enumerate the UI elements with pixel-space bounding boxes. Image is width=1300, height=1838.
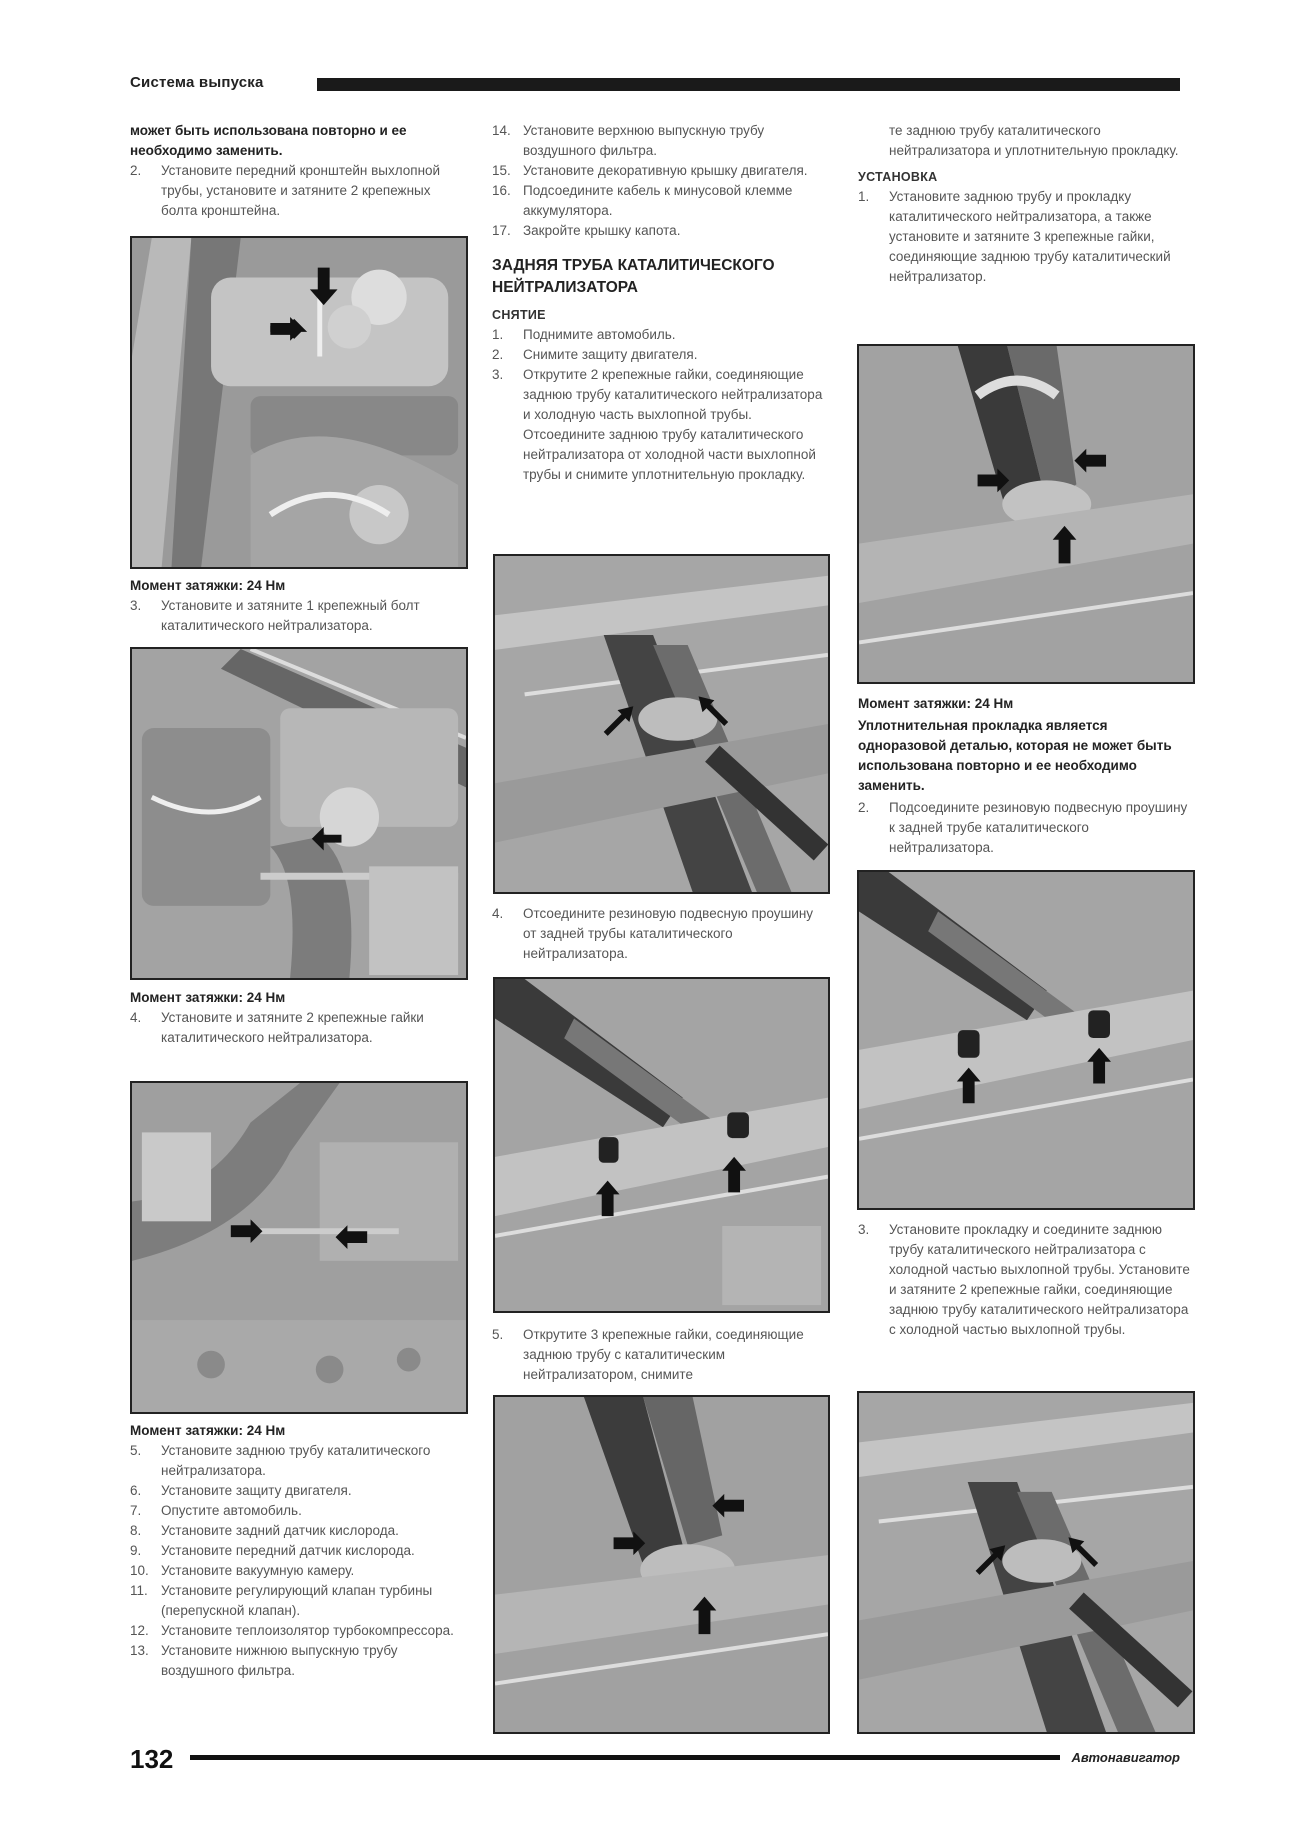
list-item: 14. Установите верхнюю выпускную трубу воздушного фильтра. xyxy=(492,123,765,158)
list-item: 6. Установите защиту двигателя. xyxy=(130,1483,352,1498)
column-1-top xyxy=(130,121,466,221)
figure-rubber-hanger-removal xyxy=(493,977,830,1313)
gasket-warning: Уплотнительная прокладка является одноразовой деталью, которая не может быть использована повторно и ее необходимо заменить. xyxy=(858,718,1172,793)
figure-catalyst-nuts xyxy=(130,1081,468,1414)
list-item: 9. Установите передний датчик кислорода. xyxy=(130,1543,415,1558)
list-item: 5. Установите заднюю трубу каталитического нейтрализатора. xyxy=(130,1443,431,1478)
col3-step-3: 3. Установите прокладку и соедините заднюю трубу каталитического нейтрализатора с холодной частью выхлопной трубы. Установите и затяните 2 крепежные гайки, соединяющие заднюю трубу каталитического нейтрализатора с холодной частью выхлопной трубы. xyxy=(858,1222,1190,1337)
column-3-top xyxy=(858,121,1194,287)
page-number: 132 xyxy=(130,1744,174,1774)
col2-step-4: 4. Отсоедините резиновую подвесную проушину от задней трубы каталитического нейтрализатора. xyxy=(492,906,814,961)
col2-step-5: 5. Открутите 3 крепежные гайки, соединяющие заднюю трубу с каталитическим нейтрализатором, снимите xyxy=(492,1327,804,1382)
figure-bracket-bolts xyxy=(130,236,468,569)
column-3-step-3 xyxy=(858,1220,1194,1340)
list-item: 11. Установите регулирующий клапан турбины (перепускной клапан). xyxy=(130,1583,433,1618)
column-1-torque-2 xyxy=(130,988,466,1048)
install-title: УСТАНОВКА xyxy=(858,170,938,184)
figure-connect-cold-pipe xyxy=(857,1391,1195,1734)
col3-step-2: 2. Подсоедините резиновую подвесную проушину к задней трубе каталитического нейтрализатора. xyxy=(858,800,1188,855)
list-item: 1. Поднимите автомобиль. xyxy=(492,327,676,342)
list-item: 15. Установите декоративную крышку двигателя. xyxy=(492,163,808,178)
list-item: 3. Открутите 2 крепежные гайки, соединяющие заднюю трубу каталитического нейтрализатора и холодную часть выхлопной трубы. Отсоедините заднюю трубу каталитического нейтрализатора от холодной части выхлопной трубы и снимите уплотнительную прокладку. xyxy=(492,367,823,482)
list-item: 16. Подсоедините кабель к минусовой клемме аккумулятора. xyxy=(492,183,793,218)
col1-step-2: 2. Установите передний кронштейн выхлопной трубы, установите и затяните 2 крепежных болта кронштейна. xyxy=(130,163,441,218)
list-item: 12. Установите теплоизолятор турбокомпрессора. xyxy=(130,1623,454,1638)
column-3-middle xyxy=(858,694,1194,858)
column-2-step-4 xyxy=(492,904,830,964)
column-2-step-5 xyxy=(492,1325,830,1385)
section-title: ЗАДНЯЯ ТРУБА КАТАЛИТИЧЕСКОГО НЕЙТРАЛИЗАТОРА xyxy=(492,257,775,296)
figure-install-rear-pipe xyxy=(857,344,1195,684)
list-item: 8. Установите задний датчик кислорода. xyxy=(130,1523,399,1538)
figure-remove-three-nuts xyxy=(493,1395,830,1734)
header-bar xyxy=(317,78,1180,91)
column-1-torque-1 xyxy=(130,576,466,636)
torque-label: Момент затяжки: 24 Нм xyxy=(130,1423,286,1438)
list-item: 17. Закройте крышку капота. xyxy=(492,223,681,238)
section-header-title: Система выпуска xyxy=(130,74,264,91)
col3-step-1: 1. Установите заднюю трубу и прокладку каталитического нейтрализатора, а также установите и затяните 3 крепежные гайки, соединяющие заднюю трубу каталитический нейтрализатор. xyxy=(858,189,1171,284)
figure-catalyst-bolt xyxy=(130,647,468,980)
figure-remove-rear-pipe xyxy=(493,554,830,894)
column-2-top xyxy=(492,121,830,485)
publisher-brand: Автонавигатор xyxy=(1071,1750,1180,1765)
col1-step-3: 3. Установите и затяните 1 крепежный болт каталитического нейтрализатора. xyxy=(130,598,420,633)
removal-title: СНЯТИЕ xyxy=(492,308,546,322)
col3-continuation: те заднюю трубу каталитического нейтрализатора и уплотнительную прокладку. xyxy=(889,123,1179,158)
list-item: 2. Снимите защиту двигателя. xyxy=(492,347,698,362)
torque-label: Момент затяжки: 24 Нм xyxy=(130,578,286,593)
list-item: 13. Установите нижнюю выпускную трубу воздушного фильтра. xyxy=(130,1643,398,1678)
list-item: 7. Опустите автомобиль. xyxy=(130,1503,302,1518)
col1-step-4: 4. Установите и затяните 2 крепежные гайки каталитического нейтрализатора. xyxy=(130,1010,424,1045)
column-1-bottom xyxy=(130,1421,466,1681)
figure-attach-rubber-hanger xyxy=(857,870,1195,1210)
torque-label: Момент затяжки: 24 Нм xyxy=(858,696,1014,711)
torque-label: Момент затяжки: 24 Нм xyxy=(130,990,286,1005)
footer-bar xyxy=(190,1755,1060,1760)
reuse-note: может быть использована повторно и ее необходимо заменить. xyxy=(130,123,407,158)
list-item: 10. Установите вакуумную камеру. xyxy=(130,1563,355,1578)
col1-steps-list xyxy=(130,1441,466,1681)
